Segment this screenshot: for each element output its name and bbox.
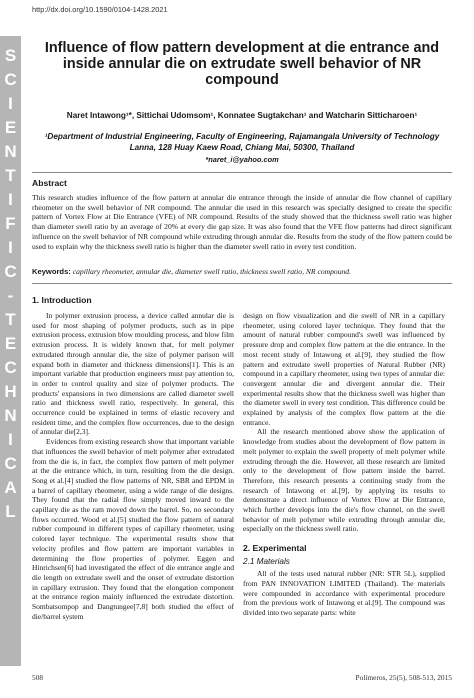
- sidebar-letter: H: [4, 382, 17, 401]
- sidebar-letter: E: [4, 334, 17, 353]
- abstract-text: This research studies influence of the flow pattern at annular die entrance through the inside of annular die flow channel of capillary rheometer on the swell behavior of NR compound. The annular die used in this research was specially designed to create the specific pattern of Vortex Flow at Die Entrance (VFE) of NR compound. Results of the study showed that the thickness swell ratio was higher than diameter swell ratio by an average of 20% at every die gap size. It was also found that the VFE flow patterns had direct significant influence on the swell behavior of NR compound while extruding through annular die. Results from the study of the flow pattern could be used to explain why the thickness swell ratio is higher than the diameter swell ratio in every test condition.: [32, 193, 452, 251]
- body-paragraph: design on flow visualization and die swell of NR in a capillary rheometer, using colored layer technique. They found that the amount of natural rubber compound's swell was influenced by pressure drop and complex flow pattern at the die entrance. In the most recent study of Intawong et al.[9], they studied the flow pattern and extrudate swell properties of Natural Rubber (NR) compound in a capillary rheometer, using two types of annular die: convergent annular die and divergent annular die. Their experimental results show that the thickness swell was higher than the diameter swell in every test condition. This difference could be explained by analysis of the complex flow pattern at the die entrance.: [243, 311, 445, 427]
- sidebar-letter: I: [8, 430, 13, 449]
- body-paragraph: All the research mentioned above show the application of knowledge from studies about the development of flow pattern in melt polymer to explain the swell property of melt polymer while extruding through the die. However, all these research are limited only to the development of flow pattern inside the barrel. Therefore, this research presents a continuing study from the research of Intawong et al.[9], by applying its results to demonstrate a direct influence of Vortex Flow at Die Entrance, which further develops into the die's flow channel, on the swell behavior of melt polymer while extruding through annular die, especially on the thickness swell ratio.: [243, 427, 445, 534]
- introduction-heading: 1. Introduction: [32, 295, 92, 305]
- keywords-text: capillary rheometer, annular die, diameter swell ratio, thickness swell ratio, NR compound.: [72, 267, 352, 276]
- sidebar-letter: S: [4, 46, 17, 65]
- materials-heading: 2.1 Materials: [243, 557, 290, 567]
- sidebar-letter: F: [5, 214, 16, 233]
- sidebar-letter: N: [4, 406, 17, 425]
- sidebar-letter: T: [5, 166, 16, 185]
- sidebar-letter: -: [7, 286, 14, 305]
- body-paragraph: All of the tests used natural rubber (NR: STR 5L), supplied from PAN INNOVATION LIMITED (Thailand). The materials were compounded in accordance with experimental procedure from the previous work of Intawong et al.[9]. The compound was divided into two separate parts: white: [243, 569, 445, 617]
- sidebar-letter: N: [4, 142, 17, 161]
- body-paragraph: Evidences from existing research show that important variable that influences the swell behavior of melt polymer after extrudated from the die is, in fact, the complex flow pattern of melt polymer at the die entrance which, in turn, resulting from the die design. Song et al.[4] studied the flow patterns of NR, SBR and EPDM in a barrel of capillary rheometer, using a wide range of die designs. They found that the radial flow simply moved inward to the capillary die as the ram moved down the barrel. So, no secondary flows occurred. Wood et al.[5] studied the flow pattern of natural rubber compound in different types of capillary rheometer, using colored layer technique. The experimental results show that velocity profiles and flow pattern are important variables in determining the flow properties of polymer. Eggen and Hinrichsen[6] had investigated the effect of die entrance angle and die length on extrudate swell and the onset of extrudate distortion in capillary extrusion. They found that the elongation component at the entrance region mainly influenced the extrudate distortion. Sombatsompop and Dangtungee[7,8] both studied the effect of die/barrel system: [32, 437, 234, 621]
- body-paragraph: In polymer extrusion process, a device called annular die is used for most shaping of polymer products, such as in pipe extrusion process, extrusion blow moulding process, and blow film extrusion process. It is widely known that, for melt polymer extrudated through annular die, the size of polymer parison will expand both in diameter and thickness dimensions[1]. This is an important variable that production engineers must pay attention to, in order to control quality and size of polymer products. The products' expansions in two dimensions are called diameter swell ratio and thickness swell ratio, respectively. In general, this occurrence could be explained in terms of elastic recovery and resident time, and the complex flow occurrences, due to the design of annular die[2,3].: [32, 311, 234, 437]
- sidebar-letter: E: [4, 118, 17, 137]
- divider: [32, 283, 452, 284]
- sidebar-letter: L: [5, 502, 16, 521]
- right-column: [243, 311, 445, 618]
- sidebar-letter: I: [8, 94, 13, 113]
- section-sidebar: [0, 36, 21, 666]
- page-number: 508: [32, 673, 44, 682]
- article-title: Influence of flow pattern development at die entrance and inside annular die on extrudate swell behavior of NR compound: [44, 40, 440, 88]
- sidebar-letter: T: [5, 310, 16, 329]
- affiliation: ¹Department of Industrial Engineering, Faculty of Engineering, Rajamangala University of Technology Lanna, 128 Huay Kaew Road, Chiang Mai, 50300, Thailand: [44, 132, 440, 152]
- abstract-heading: Abstract: [32, 178, 67, 188]
- experimental-heading: 2. Experimental: [243, 543, 307, 554]
- sidebar-letter: C: [4, 454, 17, 473]
- sidebar-letter: C: [4, 358, 17, 377]
- sidebar-letter: C: [4, 70, 17, 89]
- journal-citation: Polímeros, 25(5), 508-513, 2015: [355, 673, 452, 682]
- sidebar-letter: I: [8, 238, 13, 257]
- sidebar-letter: A: [4, 478, 17, 497]
- keywords-label: Keywords:: [32, 267, 71, 276]
- keywords: [32, 267, 452, 276]
- left-column: [32, 311, 234, 622]
- corresponding-email[interactable]: *naret_i@yahoo.com: [205, 155, 279, 164]
- doi-link[interactable]: http://dx.doi.org/10.1590/0104-1428.2021: [32, 5, 168, 14]
- author-list: Naret Intawong¹*, Sittichai Udomsom¹, Konnatee Sugtakchan¹ and Watcharin Sitticharoen¹: [66, 111, 418, 120]
- sidebar-letter: I: [8, 190, 13, 209]
- divider: [32, 172, 452, 173]
- sidebar-letter: C: [4, 262, 17, 281]
